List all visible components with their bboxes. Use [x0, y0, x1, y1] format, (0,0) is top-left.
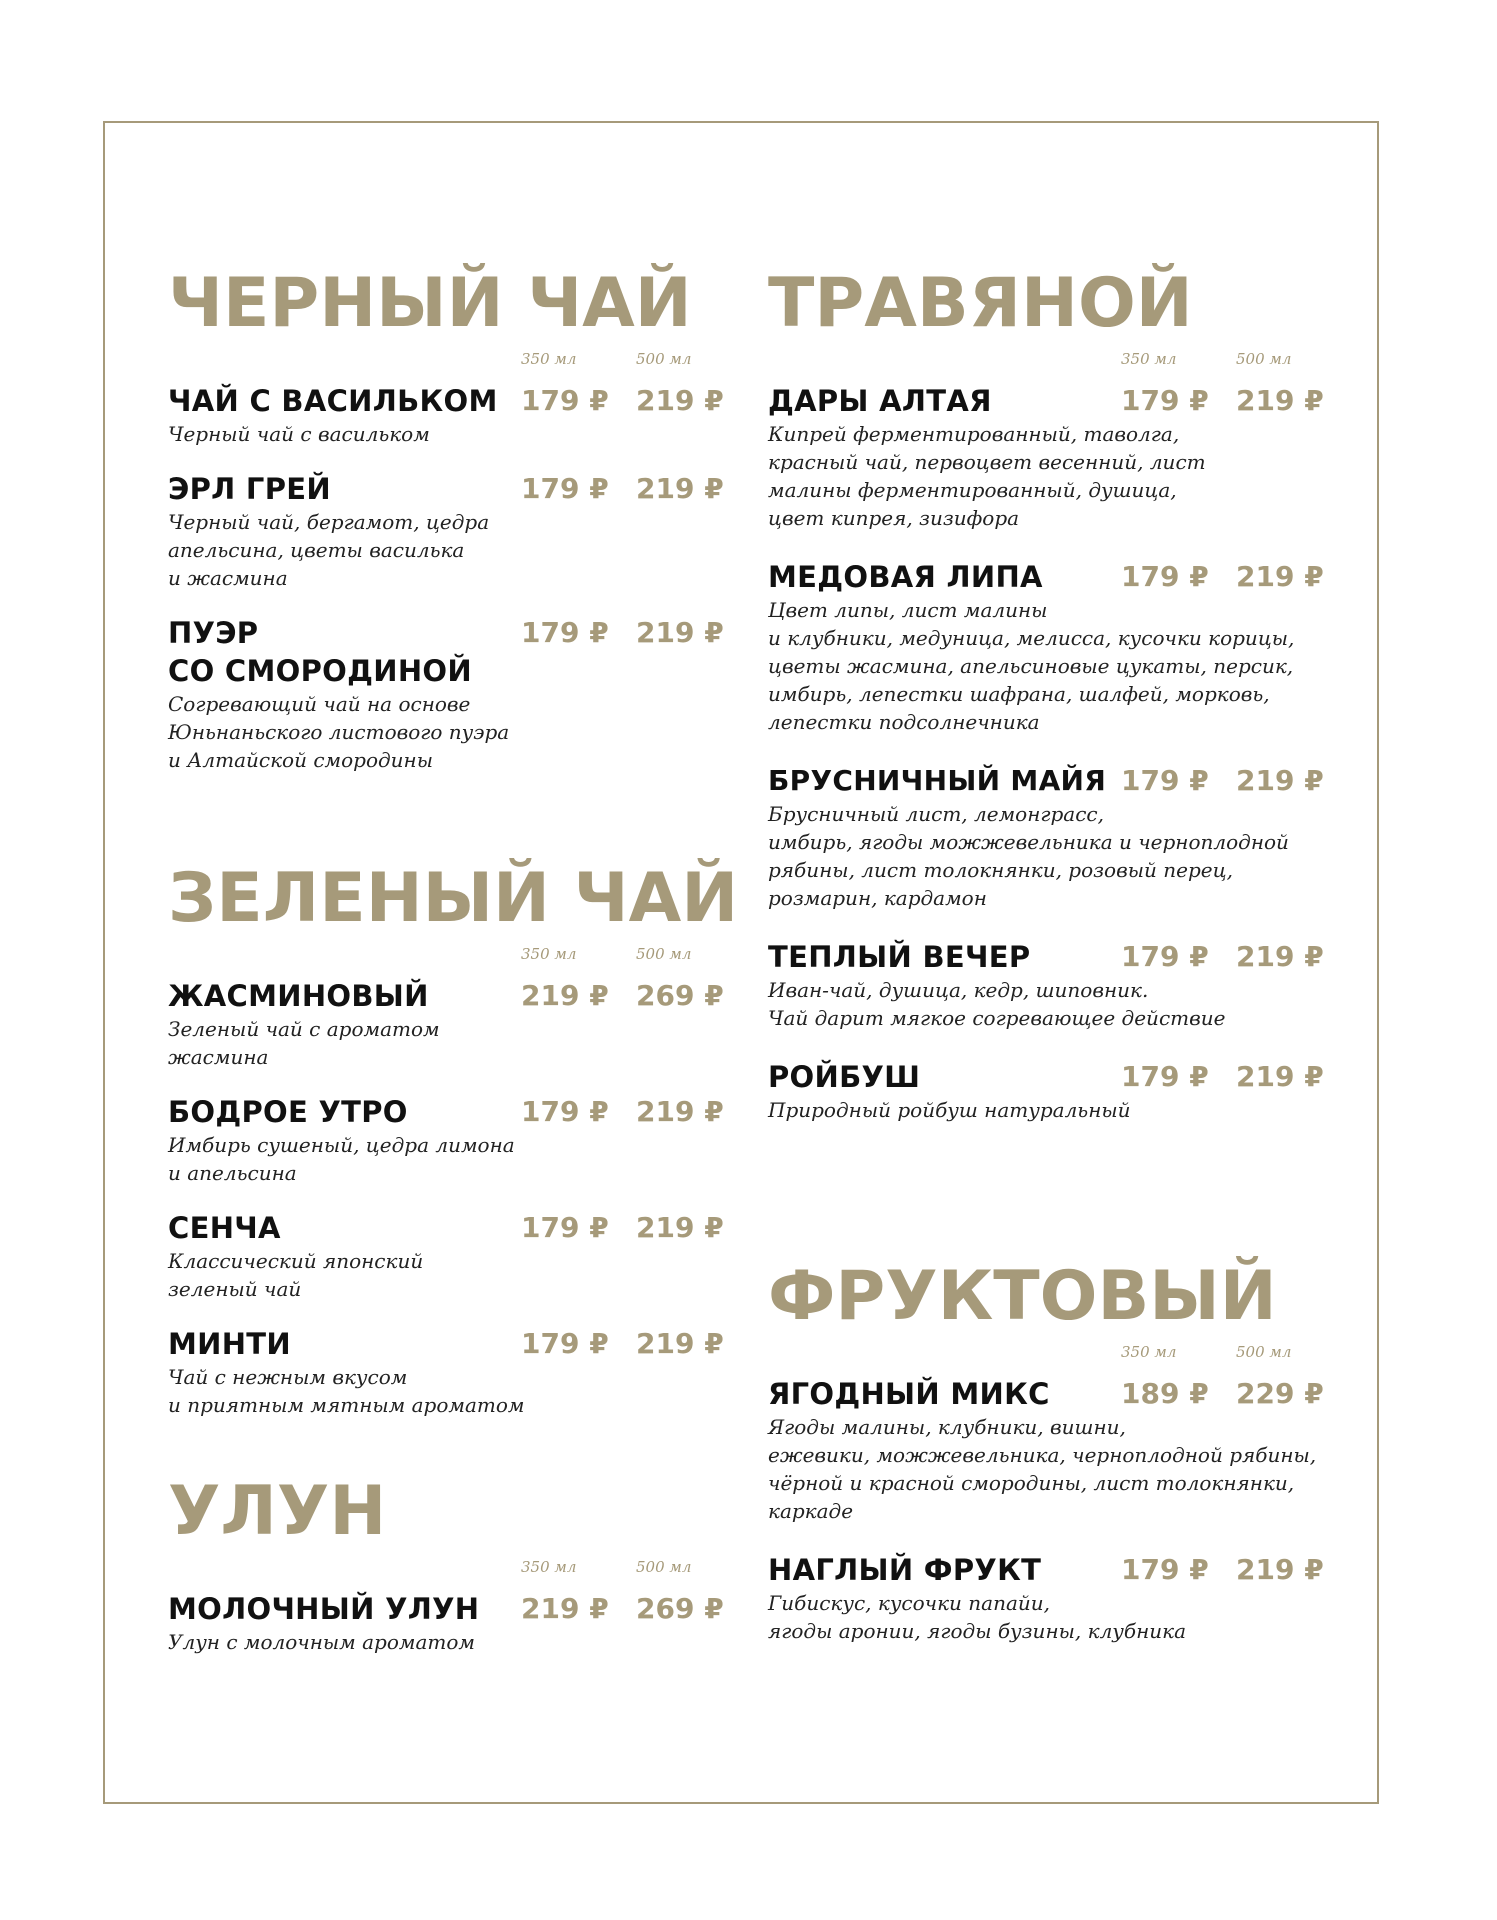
size-large-label: 500 мл [1236, 1343, 1292, 1361]
menu-item [168, 1590, 728, 1656]
item-name: СЕНЧА [168, 1211, 281, 1245]
item-name: БРУСНИЧНЫЙ МАЙЯ [768, 764, 1107, 797]
section-herbal [768, 264, 1328, 1146]
item-description: Брусничный лист, лемонграсс, имбирь, ягоды можжевельника и черноплодной рябины, лист толокнянки, розовый перец, розмарин, кардамон [768, 802, 1289, 910]
price-large: 229 ₽ [1236, 1377, 1324, 1410]
item-description: Чай с нежным вкусом и приятным мятным ароматом [168, 1365, 525, 1417]
price-large: 219 ₽ [1236, 1553, 1324, 1586]
price-small: 179 ₽ [521, 616, 609, 649]
section-oolong [168, 1472, 728, 1678]
price-large: 219 ₽ [1236, 1060, 1324, 1093]
section-title: ТРАВЯНОЙ [768, 264, 1193, 343]
menu-item [168, 470, 728, 592]
price-small: 179 ₽ [1121, 764, 1209, 797]
price-small: 179 ₽ [521, 472, 609, 505]
item-description: Улун с молочным ароматом [168, 1630, 475, 1654]
size-small-label: 350 мл [1121, 1343, 1177, 1361]
menu-item [168, 977, 728, 1071]
price-large: 219 ₽ [1236, 560, 1324, 593]
item-description: Природный ройбуш натуральный [768, 1098, 1131, 1122]
item-name: ДАРЫ АЛТАЯ [768, 384, 992, 418]
item-description: Черный чай, бергамот, цедра апельсина, цветы василька и жасмина [168, 510, 490, 590]
size-large-label: 500 мл [636, 350, 692, 368]
item-name: БОДРОЕ УТРО [168, 1095, 408, 1129]
size-header [768, 350, 1328, 372]
menu-item [768, 1375, 1328, 1525]
item-name: МИНТИ [168, 1327, 291, 1361]
item-description: Цвет липы, лист малины и клубники, медуница, мелисса, кусочки корицы, цветы жасмина, апельсиновые цукаты, персик, имбирь, лепестки шафрана, шалфей, морковь, лепестки подсолнечника [768, 598, 1295, 734]
menu-item [168, 1325, 728, 1419]
menu-item [168, 1093, 728, 1187]
menu-item [768, 1551, 1328, 1645]
item-name: ЭРЛ ГРЕЙ [168, 472, 331, 506]
price-small: 179 ₽ [1121, 940, 1209, 973]
item-name: ЖАСМИНОВЫЙ [168, 979, 429, 1013]
item-description: Гибискус, кусочки папайи, ягоды аронии, ягоды бузины, клубника [768, 1591, 1187, 1643]
section-black-tea [168, 264, 728, 796]
size-small-label: 350 мл [521, 945, 577, 963]
size-large-label: 500 мл [1236, 350, 1292, 368]
size-header [768, 1343, 1328, 1365]
item-description: Имбирь сушеный, цедра лимона и апельсина [168, 1133, 515, 1185]
price-large: 269 ₽ [636, 979, 724, 1012]
item-name: МОЛОЧНЫЙ УЛУН [168, 1592, 480, 1626]
menu-item [168, 1209, 728, 1303]
menu-item [768, 762, 1328, 912]
item-description: Иван-чай, душица, кедр, шиповник. Чай дарит мягкое согревающее действие [768, 978, 1226, 1030]
item-name: МЕДОВАЯ ЛИПА [768, 560, 1043, 594]
menu-item [768, 558, 1328, 736]
size-large-label: 500 мл [636, 1558, 692, 1576]
item-description: Черный чай с васильком [168, 422, 430, 446]
price-large: 219 ₽ [1236, 940, 1324, 973]
price-small: 219 ₽ [521, 979, 609, 1012]
price-small: 219 ₽ [521, 1592, 609, 1625]
price-small: 179 ₽ [521, 1211, 609, 1244]
size-large-label: 500 мл [636, 945, 692, 963]
price-small: 179 ₽ [1121, 384, 1209, 417]
section-fruit [768, 1257, 1328, 1667]
size-small-label: 350 мл [521, 350, 577, 368]
size-header [168, 945, 728, 967]
size-header [168, 350, 728, 372]
menu-item [768, 1058, 1328, 1124]
menu-item [168, 382, 728, 448]
item-description: Согревающий чай на основе Юньнаньского листового пуэра и Алтайской смородины [168, 692, 510, 772]
menu-item [168, 614, 728, 774]
section-title: ФРУКТОВЫЙ [768, 1257, 1277, 1336]
item-name: ПУЭР СО СМОРОДИНОЙ [168, 616, 472, 688]
price-small: 179 ₽ [1121, 560, 1209, 593]
price-large: 219 ₽ [1236, 384, 1324, 417]
item-name: ЧАЙ С ВАСИЛЬКОМ [168, 384, 498, 418]
price-small: 189 ₽ [1121, 1377, 1209, 1410]
price-large: 219 ₽ [636, 1211, 724, 1244]
price-large: 219 ₽ [636, 384, 724, 417]
menu-item [768, 382, 1328, 532]
menu-item [768, 938, 1328, 1032]
section-title: ЧЕРНЫЙ ЧАЙ [168, 264, 692, 343]
price-small: 179 ₽ [1121, 1553, 1209, 1586]
item-description: Ягоды малины, клубники, вишни, ежевики, можжевельника, черноплодной рябины, чёрной и красной смородины, лист толокнянки, каркаде [768, 1415, 1317, 1523]
price-large: 219 ₽ [636, 472, 724, 505]
price-small: 179 ₽ [521, 1327, 609, 1360]
size-small-label: 350 мл [521, 1558, 577, 1576]
price-small: 179 ₽ [1121, 1060, 1209, 1093]
price-large: 219 ₽ [1236, 764, 1324, 797]
section-green-tea [168, 859, 739, 1441]
item-description: Кипрей ферментированный, таволга, красный чай, первоцвет весенний, лист малины ферментированный, душица, цвет кипрея, зизифора [768, 422, 1206, 530]
item-name: ТЕПЛЫЙ ВЕЧЕР [768, 940, 1031, 974]
price-large: 219 ₽ [636, 1095, 724, 1128]
item-description: Классический японский зеленый чай [168, 1249, 424, 1301]
price-small: 179 ₽ [521, 1095, 609, 1128]
section-title: УЛУН [168, 1472, 387, 1551]
section-title: ЗЕЛЕНЫЙ ЧАЙ [168, 859, 739, 938]
price-large: 219 ₽ [636, 1327, 724, 1360]
item-name: НАГЛЫЙ ФРУКТ [768, 1553, 1042, 1587]
price-large: 269 ₽ [636, 1592, 724, 1625]
size-header [168, 1558, 728, 1580]
price-small: 179 ₽ [521, 384, 609, 417]
size-small-label: 350 мл [1121, 350, 1177, 368]
item-name: РОЙБУШ [768, 1060, 921, 1094]
price-large: 219 ₽ [636, 616, 724, 649]
item-name: ЯГОДНЫЙ МИКС [768, 1377, 1050, 1411]
item-description: Зеленый чай с ароматом жасмина [168, 1017, 440, 1069]
